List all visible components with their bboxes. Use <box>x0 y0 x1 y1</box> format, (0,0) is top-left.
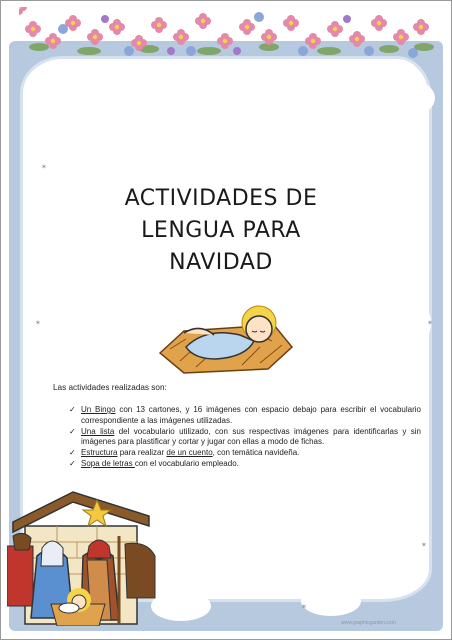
title-line: ACTIVIDADES DE <box>124 186 318 211</box>
word-search-link[interactable]: Sopa de letras <box>81 458 135 468</box>
item-text: , con temática navideña. <box>212 448 300 458</box>
flower-garland-icon <box>19 7 435 65</box>
bingo-link[interactable]: Un Bingo <box>81 405 116 414</box>
star-icon: ✶ <box>41 164 47 171</box>
story-link[interactable]: de un cuento <box>166 448 213 458</box>
item-text: para realizar <box>117 448 167 458</box>
star-icon: ✶ <box>301 604 307 611</box>
list-item <box>69 405 421 427</box>
list-item <box>69 448 421 459</box>
cloud-edge <box>301 586 361 616</box>
activities-intro: Las actividades realizadas son: <box>53 383 167 392</box>
list-item <box>69 459 421 470</box>
cloud-edge <box>397 301 431 345</box>
cloud-edge <box>25 71 65 101</box>
check-icon: ✓ <box>69 426 76 436</box>
star-icon: ✶ <box>35 320 41 327</box>
item-text: con 13 cartones, y 16 imágenes con espacio debajo para escribir el vocabulario correspondiente a las imágenes utilizadas. <box>81 405 421 425</box>
baby-jesus-manger-icon <box>156 301 296 379</box>
list-item <box>69 427 421 449</box>
title-line: LENGUA PARA <box>141 218 301 243</box>
cloud-edge <box>391 81 435 115</box>
star-icon: ✶ <box>421 542 427 549</box>
star-icon: ✶ <box>427 320 433 327</box>
document-title <box>71 183 371 279</box>
check-icon: ✓ <box>69 448 76 458</box>
structure-link[interactable]: Estructura <box>81 448 118 458</box>
cloud-edge <box>151 591 211 621</box>
item-text: con el vocabulario empleado. <box>134 458 239 468</box>
check-icon: ✓ <box>69 405 76 414</box>
nativity-scene-icon <box>7 486 157 626</box>
title-line: NAVIDAD <box>169 250 273 275</box>
activities-list <box>69 405 421 470</box>
credit-text: www.graphicgarden.com <box>341 620 396 626</box>
cloud-edge <box>25 261 59 301</box>
list-link[interactable]: Una lista <box>81 426 115 436</box>
check-icon: ✓ <box>69 458 76 468</box>
item-text: del vocabulario utilizado, con sus respectivas imágenes para identificarlas y sin imágenes para plastificar y cortar y jugar con ellas a modo de fichas. <box>81 426 421 447</box>
